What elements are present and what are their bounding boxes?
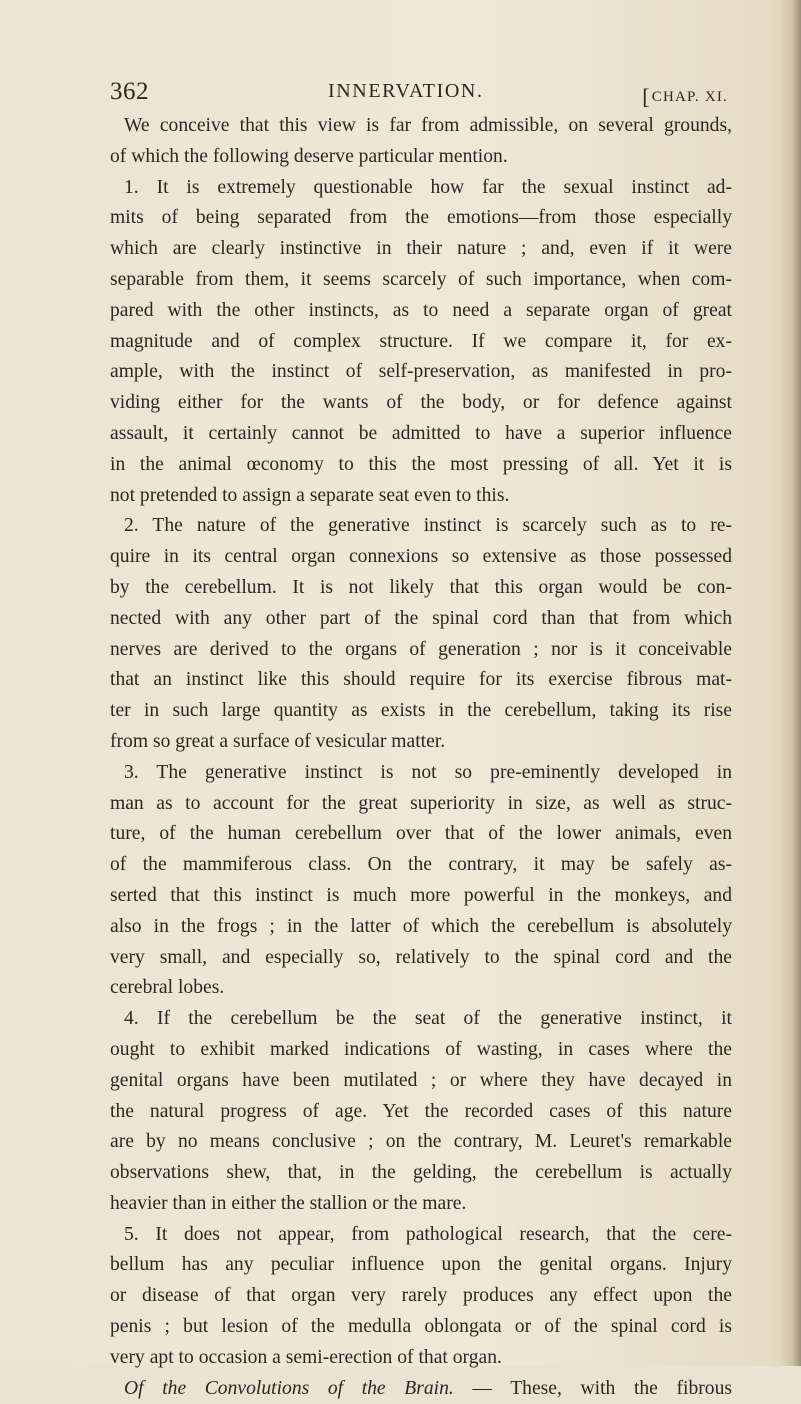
text-line: nected with any other part of the spinal cord than that from which [110,607,732,629]
text-line: or disease of that organ very rarely produces any effect upon the [110,1285,732,1307]
text-line: cerebral lobes. [110,977,225,999]
running-head [110,78,728,108]
text-line: 4. If the cerebellum be the seat of the generative instinct, it [124,1008,732,1030]
text-line: the natural progress of age. Yet the recorded cases of this nature [110,1100,732,1122]
text-line: also in the frogs ; in the latter of which the cerebellum is absolutely [110,915,732,937]
chapter-label [642,81,728,107]
chapter-bracket: [ [642,84,651,109]
text-line: of the mammiferous class. On the contrary, it may be safely as- [110,854,732,876]
body-text [110,111,732,1404]
text-line: bellum has any peculiar influence upon the genital organs. Injury [110,1254,732,1276]
text-line: pared with the other instincts, as to need a separate organ of great [110,299,732,321]
text-line: 1. It is extremely questionable how far the sexual instinct ad- [124,176,732,198]
text-line: observations shew, that, in the gelding, the cerebellum is actually [110,1162,732,1184]
text-line: serted that this instinct is much more powerful in the monkeys, and [110,884,732,906]
text-line: nerves are derived to the organs of generation ; nor is it conceivable [110,638,732,660]
section-heading-continuation: — These, with the fibrous [453,1377,732,1399]
text-line: that an instinct like this should require for its exercise fibrous mat- [110,669,732,691]
text-line: man as to account for the great superiority in size, as well as struc- [110,792,732,814]
text-line: in the animal œconomy to this the most pressing of all. Yet it is [110,453,732,475]
text-line: from so great a surface of vesicular matter. [110,730,446,752]
text-line: viding either for the wants of the body, or for defence against [110,392,732,414]
text-line: penis ; but lesion of the medulla oblongata or of the spinal cord is [110,1316,732,1338]
text-line: ought to exhibit marked indications of wasting, in cases where the [110,1038,732,1060]
text-line: heavier than in either the stallion or the mare. [110,1192,467,1214]
text-line: very apt to occasion a semi-erection of that organ. [110,1346,502,1368]
text-line: assault, it certainly cannot be admitted to have a superior influence [110,422,732,444]
text-line: ample, with the instinct of self-preservation, as manifested in pro- [110,361,732,383]
text-line: are by no means conclusive ; on the contrary, M. Leuret's remarkable [110,1131,732,1153]
text-line: 5. It does not appear, from pathological research, that the cere- [124,1223,732,1245]
text-line: mits of being separated from the emotions—from those especially [110,207,732,229]
text-line: 3. The generative instinct is not so pre-eminently developed in [124,761,732,783]
running-title: INNERVATION. [328,80,484,102]
text-line: genital organs have been mutilated ; or where they have decayed in [110,1069,732,1091]
text-line: which are clearly instinctive in their nature ; and, even if it were [110,238,732,260]
section-heading: Of the Convolutions of the Brain. [124,1377,454,1399]
text-line: magnitude and of complex structure. If we compare it, for ex- [110,330,732,352]
page-number: 362 [110,78,149,105]
text-line: not pretended to assign a separate seat even to this. [110,484,510,506]
text-line: ter in such large quantity as exists in the cerebellum, taking its rise [110,700,732,722]
text-line: separable from them, it seems scarcely of such importance, when com- [110,268,732,290]
text-line: quire in its central organ connexions so extensive as those possessed [110,546,732,568]
page-edge-shadow [779,0,801,1366]
text-line: We conceive that this view is far from admissible, on several grounds, [124,115,732,136]
text-line: of which the following deserve particular mention. [110,145,508,167]
section-heading-line [110,1374,732,1404]
text-line: very small, and especially so, relatively to the spinal cord and the [110,946,732,968]
text-line: by the cerebellum. It is not likely that this organ would be con- [110,576,732,598]
text-line: ture, of the human cerebellum over that of the lower animals, even [110,823,732,845]
chapter-text: CHAP. XI. [651,89,728,105]
text-line: 2. The nature of the generative instinct is scarcely such as to re- [124,515,732,537]
